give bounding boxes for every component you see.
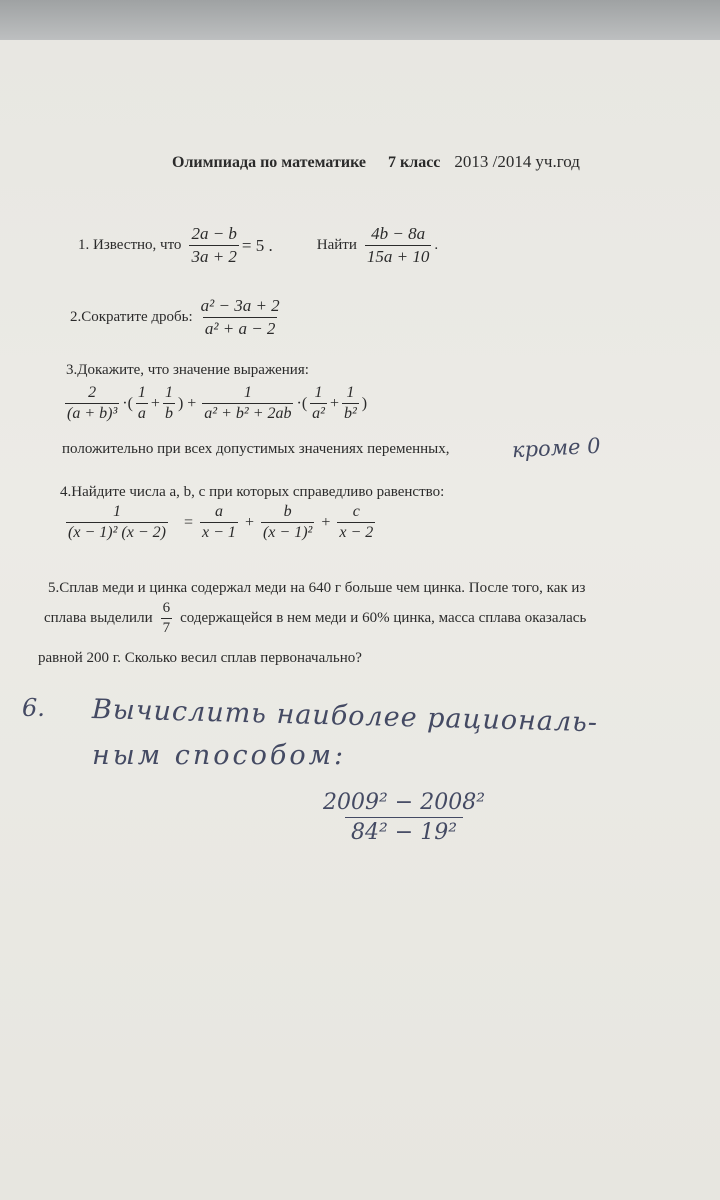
problem-6-line-1: Вычислить наиболее рациональ- (91, 694, 599, 739)
problem-1-end: . (434, 237, 439, 253)
problem-1-equals: = 5 . (241, 235, 273, 255)
fraction-denominator: b² (343, 405, 357, 422)
operator: ·( (296, 394, 308, 412)
fraction-numerator: c (352, 503, 360, 520)
fraction-denominator: (a + b)³ (67, 405, 118, 422)
page-title (172, 152, 580, 172)
fraction-denominator: 3a + 2 (191, 247, 237, 266)
problem-4-equation (54, 503, 378, 542)
operator: = (184, 513, 194, 531)
term-6 (342, 384, 359, 423)
operator: ·( (122, 394, 133, 412)
lhs-fraction (57, 503, 177, 542)
operator: + (244, 513, 254, 531)
fraction-numerator: a² − 3a + 2 (200, 296, 280, 315)
handwritten-fraction (317, 790, 491, 845)
fraction-numerator: b (283, 503, 292, 520)
fraction-numerator: 1 (346, 384, 355, 401)
problem-6-fraction (314, 790, 494, 845)
problem-1 (78, 224, 438, 267)
fraction-denominator: x − 2 (339, 524, 374, 541)
fraction-denominator: 7 (162, 620, 171, 636)
operator: ) + (177, 394, 197, 412)
problem-3-expression (62, 384, 367, 423)
fraction-numerator: 1 (314, 384, 323, 401)
problem-2-prefix: 2.Сократите дробь: (70, 309, 193, 325)
problem-5-line-2 (44, 600, 586, 637)
fraction-denominator: a (137, 405, 146, 422)
fraction-numerator: 2009² − 2008² (323, 790, 486, 815)
title-grade: 7 класс (388, 154, 441, 171)
rhs-fraction-c (337, 503, 375, 542)
term-2 (136, 384, 148, 423)
title-year: 2013 /2014 (454, 152, 532, 171)
fraction-denominator: b (164, 405, 173, 422)
problem-1-prefix: 1. Известно, что (78, 237, 182, 253)
problem-4-prefix: 4.Найдите числа a, b, c при которых справедливо равенство: (60, 484, 445, 500)
problem-3-suffix: положительно при всех допустимых значениях переменных, (62, 441, 450, 457)
fraction-denominator: (x − 1)² (x − 2) (68, 524, 166, 541)
fraction-denominator: (x − 1)² (262, 524, 313, 541)
fraction-denominator: x − 1 (202, 524, 236, 541)
fraction-numerator: 1 (243, 384, 252, 401)
fraction-numerator: 1 (113, 503, 121, 520)
title-olympiad: Олимпиада по математике (172, 154, 366, 171)
fraction-denominator: a² + a − 2 (204, 319, 276, 338)
fraction-numerator: a (214, 503, 223, 520)
fraction-denominator: 84² − 19² (345, 817, 463, 845)
problem-6-number: 6. (22, 694, 45, 722)
problem-5-line-1: 5.Сплав меди и цинка содержал меди на 640 г больше чем цинка. После того, как из (48, 580, 586, 596)
operator: + (329, 394, 339, 412)
problem-1-target-fraction (365, 224, 431, 267)
term-4 (202, 384, 293, 423)
fraction-denominator: a² + b² + 2ab (204, 405, 292, 422)
fraction-numerator: 2 (88, 384, 97, 401)
operator: ) (361, 394, 368, 412)
fraction-numerator: 1 (164, 384, 173, 401)
handwritten-note: кроме 0 (511, 433, 602, 463)
fraction-numerator: 1 (137, 384, 146, 401)
fraction-numerator: 4b − 8a (371, 224, 426, 243)
title-year-suffix: уч.год (535, 152, 580, 171)
problem-5-line-2b: содержащейся в нем меди и 60% цинка, масса сплава оказалась (180, 610, 587, 626)
problem-5-line-2a: сплава выделили (44, 610, 153, 626)
term-1 (65, 384, 119, 423)
problem-5-line-3: равной 200 г. Сколько весил сплав первоначально? (38, 650, 362, 666)
problem-1-fraction (189, 224, 238, 267)
fraction-denominator: 15a + 10 (366, 247, 430, 266)
problem-3-prefix: 3.Докажите, что значение выражения: (66, 362, 309, 378)
fraction-numerator: 6 (162, 600, 171, 616)
problem-6-line-2: ным способом: (92, 740, 347, 771)
fraction-numerator: 2a − b (191, 224, 237, 243)
term-3 (163, 384, 175, 423)
rhs-fraction-a (200, 503, 238, 542)
problem-5-fraction (161, 600, 173, 637)
problem-2 (70, 296, 285, 339)
problem-2-fraction (199, 296, 282, 339)
operator: + (150, 394, 160, 412)
rhs-fraction-b (261, 503, 314, 542)
term-5 (310, 384, 327, 423)
operator: + (321, 513, 331, 531)
problem-1-find: Найти (316, 237, 357, 253)
fraction-denominator: a² (312, 405, 325, 422)
